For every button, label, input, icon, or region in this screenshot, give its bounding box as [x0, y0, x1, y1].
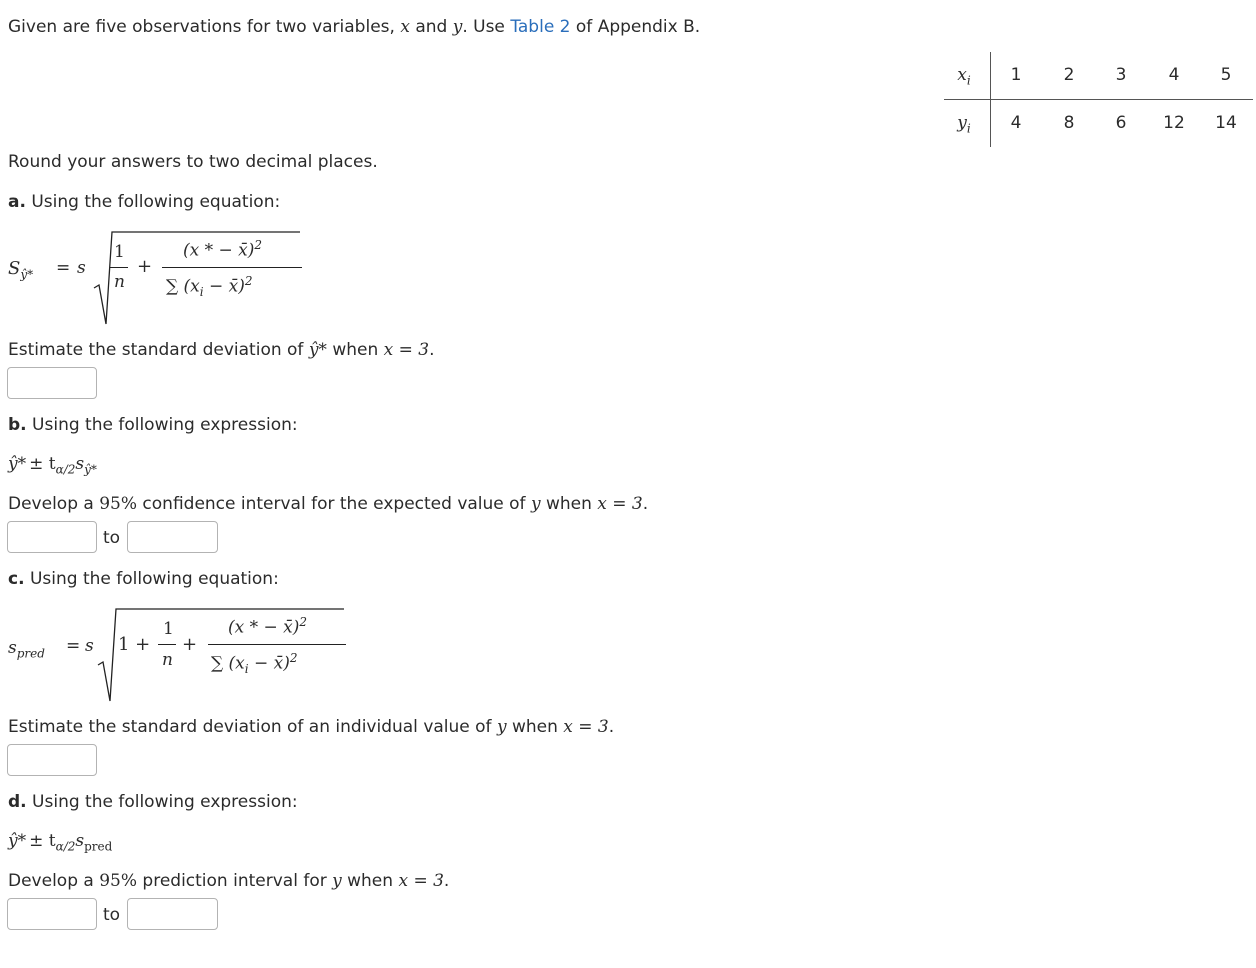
- part-d-to-label: to: [103, 905, 121, 925]
- table-y-value: 4: [1010, 113, 1022, 133]
- part-c-question: Estimate the standard deviation of an individual value of y when x = 3.: [8, 717, 615, 737]
- table-x-header: $x_i$: [957, 65, 971, 88]
- part-a-label: a. Using the following equation:: [8, 192, 281, 212]
- table-x-value: 1: [1010, 65, 1022, 85]
- part-c-label: c. Using the following equation:: [8, 569, 279, 589]
- table-y-header: $y_i$: [957, 113, 971, 136]
- part-b-lower-input[interactable]: [7, 521, 97, 553]
- table-x-value: 4: [1168, 65, 1180, 85]
- table-y-value: 14: [1215, 113, 1237, 133]
- formula-s-pred: $s_{pred}$ = s 1 + 1 n + (x * − x̄)$^2$ ∑ ($x_i$ − x̄)$^2$: [8, 605, 353, 705]
- part-d-label: d. Using the following expression:: [8, 792, 298, 812]
- table-x-value: 2: [1063, 65, 1075, 85]
- part-c-answer-input[interactable]: [7, 744, 97, 776]
- part-d-upper-input[interactable]: [127, 898, 218, 930]
- table-y-value: 12: [1163, 113, 1185, 133]
- table-2-link[interactable]: Table 2: [510, 17, 571, 37]
- part-d-lower-input[interactable]: [7, 898, 97, 930]
- part-b-upper-input[interactable]: [127, 521, 218, 553]
- part-b-label: b. Using the following expression:: [8, 415, 298, 435]
- table-y-value: 8: [1063, 113, 1075, 133]
- table-y-value: 6: [1115, 113, 1127, 133]
- part-a-question: Estimate the standard deviation of ŷ* when x = 3.: [8, 340, 435, 360]
- part-b-question: Develop a 95% confidence interval for the expected value of y when x = 3.: [8, 494, 649, 514]
- expression-b: ŷ* ± $t_{\alpha/2}s_{ŷ*}$: [8, 454, 97, 477]
- expression-d: ŷ* ± $t_{\alpha/2}s_{pred}$: [8, 831, 113, 854]
- formula-s-yhat: $S_{ŷ*}$ = s 1 n + (x * − x̄)$^2$ ∑ ($x_i$ − x̄)$^2$: [8, 228, 308, 328]
- table-x-value: 3: [1115, 65, 1127, 85]
- intro-text: Given are five observations for two variables, x and y. Use Table 2 of Appendix B.: [8, 17, 701, 37]
- part-b-to-label: to: [103, 528, 121, 548]
- part-d-question: Develop a 95% prediction interval for y when x = 3.: [8, 871, 450, 891]
- round-note: Round your answers to two decimal places.: [8, 152, 378, 172]
- part-a-answer-input[interactable]: [7, 367, 97, 399]
- table-x-value: 5: [1220, 65, 1232, 85]
- table-horizontal-divider: [944, 99, 1253, 100]
